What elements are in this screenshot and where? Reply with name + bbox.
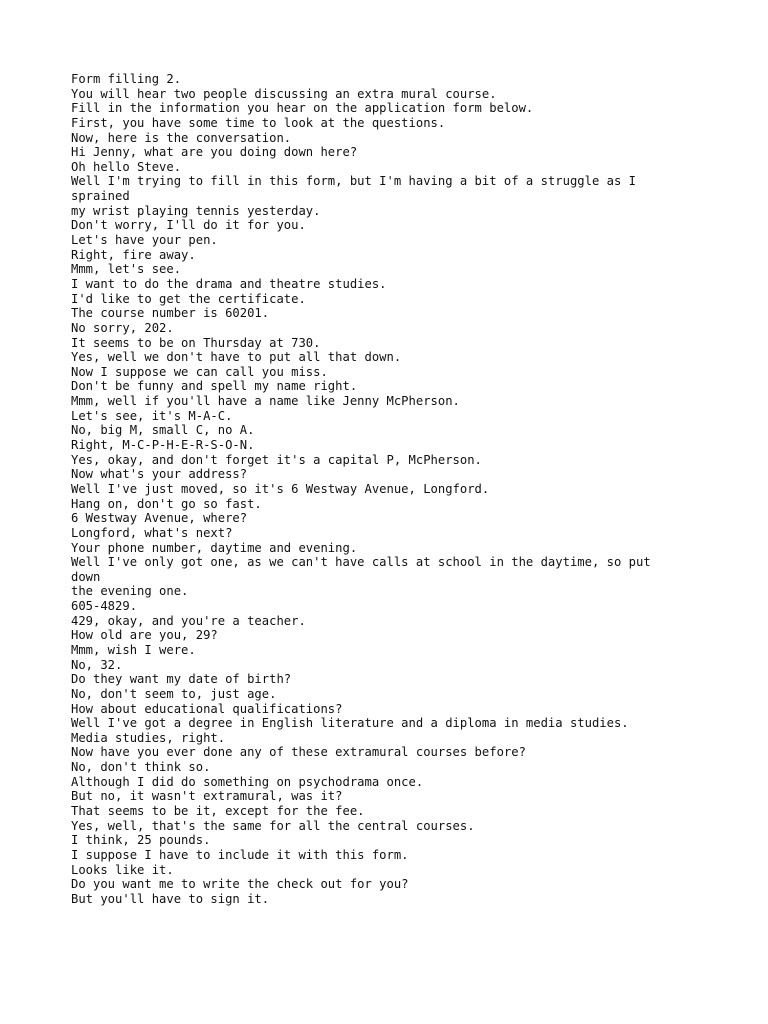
transcript-line: my wrist playing tennis yesterday. <box>71 203 321 218</box>
transcript-line: Let's have your pen. <box>71 233 218 248</box>
transcript-line: Mmm, well if you'll have a name like Jenny McPherson. <box>71 394 460 409</box>
transcript-line: You will hear two people discussing an extra mural course. <box>71 86 497 101</box>
transcript-line: Yes, okay, and don't forget it's a capital P, McPherson. <box>71 452 482 467</box>
transcript-line: Hi Jenny, what are you doing down here? <box>71 145 358 160</box>
transcript-line: I want to do the drama and theatre studies. <box>71 276 387 291</box>
transcript-line: Yes, well we don't have to put all that down. <box>71 350 402 365</box>
transcript-line: But you'll have to sign it. <box>71 891 270 906</box>
transcript-line: The course number is 60201. <box>71 306 270 321</box>
transcript-line: No sorry, 202. <box>71 320 174 335</box>
transcript-line: Fill in the information you hear on the application form below. <box>71 101 534 116</box>
transcript-line: Your phone number, daytime and evening. <box>71 540 358 555</box>
transcript-line: I suppose I have to include it with this form. <box>71 847 409 862</box>
transcript-line: 429, okay, and you're a teacher. <box>71 613 306 628</box>
transcript-line: Well I've only got one, as we can't have calls at school in the daytime, so put <box>71 555 651 570</box>
transcript-line: No, don't seem to, just age. <box>71 686 277 701</box>
transcript-line: Right, M-C-P-H-E-R-S-O-N. <box>71 438 255 453</box>
transcript-line: down <box>71 569 101 584</box>
transcript-line: But no, it wasn't extramural, was it? <box>71 789 343 804</box>
transcript-line: Hang on, don't go so fast. <box>71 496 262 511</box>
transcript-line: sprained <box>71 189 130 204</box>
transcript-line: No, don't think so. <box>71 760 211 775</box>
transcript-line: No, 32. <box>71 657 123 672</box>
transcript-line: the evening one. <box>71 584 189 599</box>
transcript-line: Now I suppose we can call you miss. <box>71 364 328 379</box>
transcript-line: I'd like to get the certificate. <box>71 291 306 306</box>
transcript-line: First, you have some time to look at the questions. <box>71 115 446 130</box>
transcript-line: I think, 25 pounds. <box>71 833 211 848</box>
transcript-line: How about educational qualifications? <box>71 701 343 716</box>
transcript-line: Looks like it. <box>71 862 174 877</box>
transcript-line: Form filling 2. <box>71 72 182 86</box>
transcript-line: Now, here is the conversation. <box>71 130 292 145</box>
transcript-line: How old are you, 29? <box>71 628 218 643</box>
transcript-line: Do they want my date of birth? <box>71 672 292 687</box>
transcript-line: Yes, well, that's the same for all the central courses. <box>71 818 475 833</box>
transcript-line: Don't worry, I'll do it for you. <box>71 218 306 233</box>
transcript-line: Oh hello Steve. <box>71 159 182 174</box>
transcript-line: 6 Westway Avenue, where? <box>71 511 248 526</box>
transcript-line: Let's see, it's M-A-C. <box>71 408 233 423</box>
transcript-line: Now have you ever done any of these extramural courses before? <box>71 745 526 760</box>
transcript-line: No, big M, small C, no A. <box>71 423 255 438</box>
transcript-line: Longford, what's next? <box>71 525 233 540</box>
transcript-line: Well I've just moved, so it's 6 Westway Avenue, Longford. <box>71 481 490 496</box>
transcript-line: That seems to be it, except for the fee. <box>71 804 365 819</box>
transcript-text <box>71 72 691 907</box>
transcript-line: Well I've got a degree in English literature and a diploma in media studies. <box>71 716 629 731</box>
transcript-line: Although I did do something on psychodrama once. <box>71 774 424 789</box>
transcript-line: Right, fire away. <box>71 247 196 262</box>
transcript-line: Mmm, wish I were. <box>71 642 196 657</box>
transcript-line: 605-4829. <box>71 599 138 614</box>
transcript-line: Mmm, let's see. <box>71 262 182 277</box>
transcript-line: Do you want me to write the check out for you? <box>71 877 409 892</box>
transcript-line: Now what's your address? <box>71 467 248 482</box>
transcript-line: It seems to be on Thursday at 730. <box>71 335 321 350</box>
transcript-line: Don't be funny and spell my name right. <box>71 379 358 394</box>
transcript-line: Media studies, right. <box>71 730 226 745</box>
transcript-line: Well I'm trying to fill in this form, but I'm having a bit of a struggle as I <box>71 174 636 189</box>
